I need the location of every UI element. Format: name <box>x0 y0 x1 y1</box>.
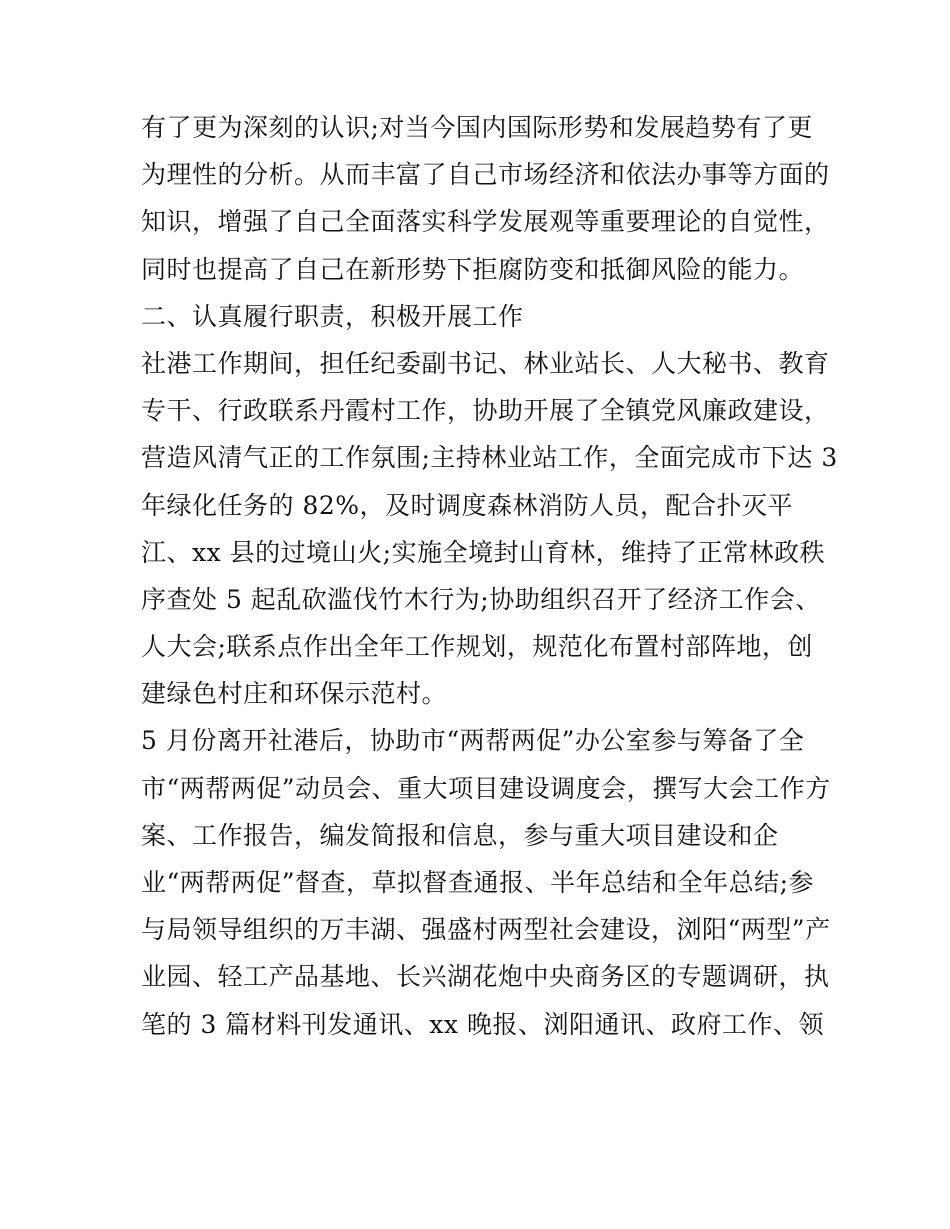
body-text <box>141 104 838 1048</box>
text-line: 有了更为深刻的认识;对当今国内国际形势和发展趋势有了更 <box>141 113 813 142</box>
text-line: 市“两帮两促”动员会、重大项目建设调度会，撰写大会工作方 <box>141 773 831 803</box>
text-line: 业“两帮两促”督查，草拟督查通报、半年总结和全年总结;参 <box>141 868 814 897</box>
text-line: 为理性的分析。从而丰富了自己市场经济和依法办事等方面的 <box>141 160 830 190</box>
text-line: 人大会;联系点作出全年工作规划，规范化布置村部阵地，创 <box>141 632 813 662</box>
text-line: 5 月份离开社港后，协助市“两帮两促”办公室参与筹备了全 <box>141 726 805 756</box>
text-line: 社港工作期间，担任纪委副书记、林业站长、人大秘书、教育 <box>141 348 830 378</box>
text-line: 与局领导组织的万丰湖、强盛村两型社会建设，浏阳“两型”产 <box>141 915 831 945</box>
text-line: 案、工作报告，编发简报和信息，参与重大项目建设和企 <box>141 820 779 850</box>
text-line: 江、xx 县的过境山火;实施全境封山育林，维持了正常林政秩 <box>141 537 826 567</box>
text-line: 营造风清气正的工作氛围;主持林业站工作，全面完成市下达 3 <box>141 443 838 473</box>
text-line: 专干、行政联系丹霞村工作，协助开展了全镇党风廉政建设， <box>141 396 830 426</box>
section-heading: 二、认真履行职责，积极开展工作 <box>141 301 524 331</box>
text-line: 建绿色村庄和环保示范村。 <box>141 679 448 709</box>
text-line: 业园、轻工产品基地、长兴湖花炮中央商务区的专题调研，执 <box>141 962 830 992</box>
text-line: 同时也提高了自己在新形势下拒腐防变和抵御风险的能力。 <box>141 254 805 284</box>
text-line: 序查处 5 起乱砍滥伐竹木行为;协助组织召开了经济工作会、 <box>141 584 821 614</box>
text-line: 笔的 3 篇材料刊发通讯、xx 晚报、浏阳通讯、政府工作、领 <box>141 1009 824 1039</box>
text-line: 知识，增强了自己全面落实科学发展观等重要理论的自觉性， <box>141 207 830 237</box>
text-line: 年绿化任务的 82%，及时调度森林消防人员，配合扑灭平 <box>141 490 794 520</box>
